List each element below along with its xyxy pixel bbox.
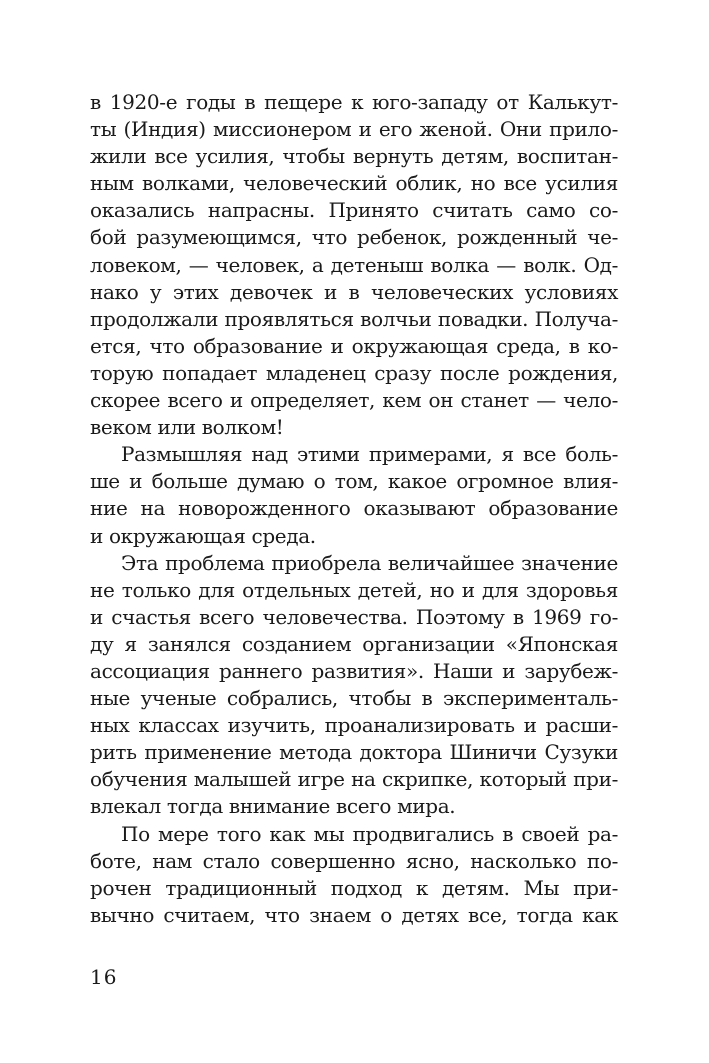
text-line: бой разумеющимся, что ребенок, рожденный че-	[90, 225, 618, 250]
text-line: нако у этих девочек и в человеческих условиях	[90, 279, 618, 304]
text-line: ду я занялся созданием организации «Японская	[90, 631, 618, 656]
paragraph-4	[90, 821, 618, 929]
page-number: 16	[90, 965, 118, 989]
text-line: ше и больше думаю о том, какое огромное влия-	[90, 469, 618, 494]
text-line: оказались напрасны. Принято считать само со-	[90, 198, 618, 223]
text-line: вычно считаем, что знаем о детях все, тогда как	[90, 902, 618, 927]
text-line: ние на новорожденного оказывают образование	[90, 496, 618, 521]
text-line: ты (Индия) миссионером и его женой. Они прило-	[90, 117, 618, 142]
page-body	[90, 89, 618, 929]
text-line: ется, что образование и окружающая среда, в ко-	[90, 333, 618, 358]
text-line: ассоциация раннего развития». Наши и зарубеж-	[90, 658, 618, 683]
text-line: ным волками, человеческий облик, но все усилия	[90, 171, 618, 196]
text-line: ных классах изучить, проанализировать и расши-	[90, 713, 618, 738]
text-line: Эта проблема приобрела величайшее значение	[121, 550, 618, 575]
text-line: влекал тогда внимание всего мира.	[90, 794, 456, 819]
text-line: в 1920-е годы в пещере к юго-западу от Калькут-	[90, 90, 618, 114]
text-line: не только для отдельных детей, но и для здоровья	[90, 577, 618, 602]
paragraph-2	[90, 441, 618, 549]
text-line: и счастья всего человечества. Поэтому в 1969 го-	[90, 604, 618, 629]
text-line: торую попадает младенец сразу после рождения,	[90, 360, 618, 385]
text-line: ные ученые собрались, чтобы в эксперименталь-	[90, 686, 618, 711]
text-line: веком или волком!	[90, 415, 284, 440]
text-line: продолжали проявляться волчьи повадки. Получа-	[90, 306, 618, 331]
paragraph-3	[90, 550, 618, 821]
text-line: По мере того как мы продвигались в своей ра-	[121, 821, 618, 846]
text-line: и окружающая среда.	[90, 523, 316, 548]
text-line: боте, нам стало совершенно ясно, насколько по-	[90, 848, 618, 873]
text-line: жили все усилия, чтобы вернуть детям, воспитан-	[90, 144, 618, 169]
paragraph-1	[90, 89, 618, 441]
text-line: ловеком, — человек, а детеныш волка — волк. Од-	[90, 252, 618, 277]
text-line: рить применение метода доктора Шиничи Сузуки	[90, 740, 618, 765]
text-line: скорее всего и определяет, кем он станет — чело-	[90, 388, 618, 413]
text-line: обучения малышей игре на скрипке, который при-	[90, 767, 618, 792]
text-line: Размышляя над этими примерами, я все боль-	[121, 442, 618, 467]
text-line: рочен традиционный подход к детям. Мы при-	[90, 875, 618, 900]
